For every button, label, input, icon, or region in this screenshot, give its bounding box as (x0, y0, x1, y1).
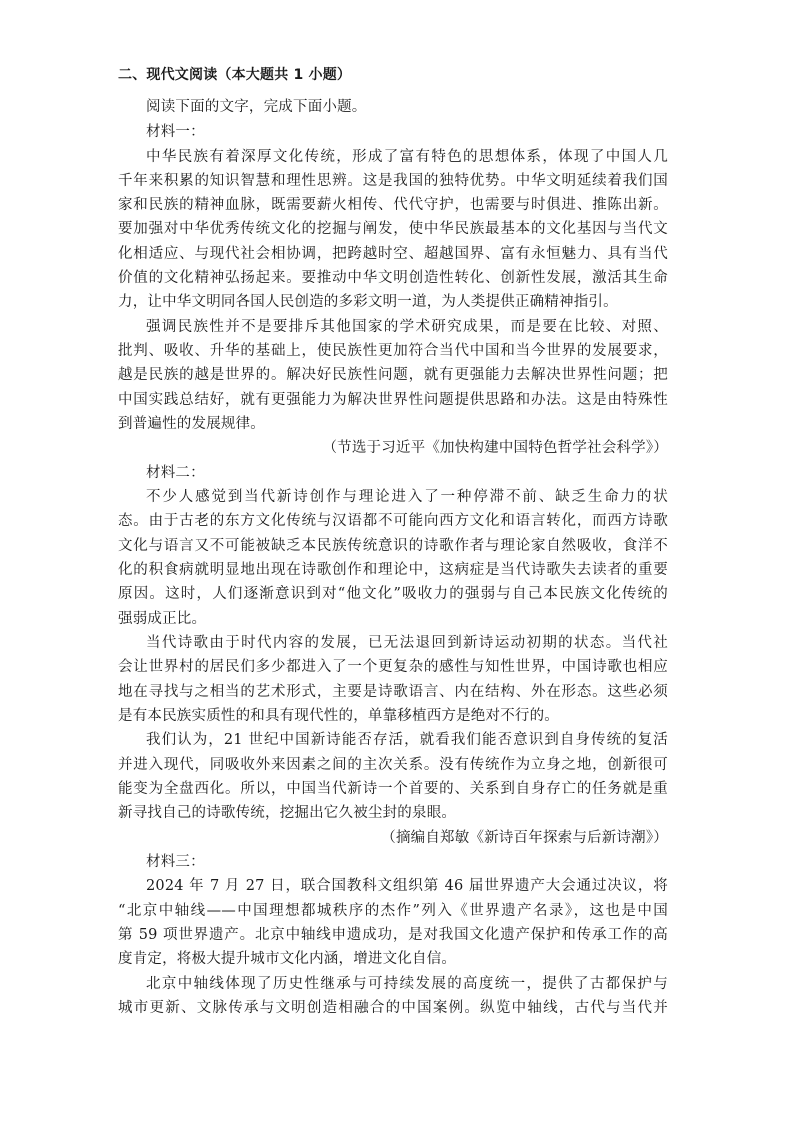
paragraph-line: 文化与语言又不可能被缺乏本民族传统意识的诗歌作者与理论家自然吸收，食洋不 (118, 538, 668, 554)
paragraph-line: 化的积食病就明显地出现在诗歌创作和理论中，这病症是当代诗歌失去读者的重要 (118, 562, 668, 578)
paragraph-line: 越是民族的越是世界的。解决好民族性问题，就有更强能力去解决世界性问题；把 (118, 367, 668, 383)
paragraph-line: 能变为全盘西化。所以，中国当代新诗一个首要的、关系到自身存亡的任务就是重 (118, 781, 668, 797)
paragraph-line: 中华民族有着深厚文化传统，形成了富有特色的思想体系，体现了中国人几 (146, 149, 668, 165)
paragraph-line: 到普遍性的发展规律。 (118, 416, 265, 432)
paragraph-line: 度肯定，将极大提升城市文化内涵，增进文化自信。 (118, 951, 457, 967)
instruction-text: 阅读下面的文字，完成下面小题。 (146, 99, 367, 115)
paragraph-line: 我们认为，21 世纪中国新诗能否存活，就看我们能否意识到自身传统的复活 (146, 732, 668, 748)
paragraph-line: 中国实践总结好，就有更强能力为解决世界性问题提供思路和办法。这是由特殊性 (118, 392, 668, 408)
paragraph-line: 北京中轴线体现了历史性继承与可持续发展的高度统一，提供了古都保护与 (146, 976, 668, 992)
paragraph-line: 强弱成正比。 (118, 611, 207, 627)
paragraph-line: 当代诗歌由于时代内容的发展，已无法退回到新诗运动初期的状态。当代社 (146, 635, 668, 651)
material2-label: 材料二： (146, 465, 205, 481)
material1-label: 材料一： (146, 124, 205, 140)
paragraph-line: 是有本民族实质性的和具有现代性的，单靠移植西方是绝对不行的。 (118, 708, 559, 724)
paragraph-line: 态。由于古老的东方文化传统与汉语都不可能向西方文化和语言转化，而西方诗歌 (118, 513, 668, 529)
paragraph-line: 并进入现代，同吸收外来因素之间的主次关系。没有传统作为立身之地，创新很可 (118, 757, 668, 773)
section-heading: 二、现代文阅读（本大题共 1 小题） (118, 67, 352, 83)
paragraph-line: 价值的文化精神弘扬起来。要推动中华文明创造性转化、创新性发展，激活其生命 (118, 270, 668, 286)
paragraph-line: 家和民族的精神血脉，既需要薪火相传、代代守护，也需要与时俱进、推陈出新。 (118, 197, 668, 213)
paragraph-line: 千年来积累的知识智慧和理性思辨。这是我国的独特优势。中华文明延续着我们国 (118, 173, 668, 189)
paragraph-line: 新寻找自己的诗歌传统，挖掘出它久被尘封的泉眼。 (118, 805, 457, 821)
paragraph-line: 力，让中华文明同各国人民创造的多彩文明一道，为人类提供正确精神指引。 (118, 294, 618, 310)
paragraph-line: 要加强对中华优秀传统文化的挖掘与阐发，使中华民族最基本的文化基因与当代文 (118, 221, 668, 237)
paragraph-line: 第 59 项世界遗产。北京中轴线申遗成功，是对我国文化遗产保护和传承工作的高 (118, 927, 668, 943)
paragraph-line: 不少人感觉到当代新诗创作与理论进入了一种停滞不前、缺乏生命力的状 (146, 489, 668, 505)
material3-label: 材料三： (146, 854, 205, 870)
paragraph-line: 原因。这时，人们逐渐意识到对“他文化”吸收力的强弱与自己本民族文化传统的 (118, 586, 668, 602)
paragraph-line: “北京中轴线——中国理想都城秩序的杰作”列入《世界遗产名录》，这也是中国 (118, 903, 668, 919)
paragraph-line: 会让世界村的居民们多少都进入了一个更复杂的感性与知性世界，中国诗歌也相应 (118, 659, 668, 675)
paragraph-line: 地在寻找与之相当的艺术形式，主要是诗歌语言、内在结构、外在形态。这些必须 (118, 684, 668, 700)
paragraph-line: 批判、吸收、升华的基础上，使民族性更加符合当代中国和当今世界的发展要求， (118, 343, 668, 359)
paragraph-line: 城市更新、文脉传承与文明创造相融合的中国案例。纵览中轴线，古代与当代并 (118, 1000, 668, 1016)
material2-source: （摘编自郑敏《新诗百年探索与后新诗潮》） (381, 830, 668, 846)
material1-source: （节选于习近平《加快构建中国特色哲学社会科学》） (322, 440, 668, 456)
paragraph-line: 强调民族性并不是要排斥其他国家的学术研究成果，而是要在比较、对照、 (146, 319, 668, 335)
paragraph-line: 2024 年 7 月 27 日，联合国教科文组织第 46 届世界遗产大会通过决议，将 (146, 878, 668, 894)
paragraph-line: 化相适应、与现代社会相协调，把跨越时空、超越国界、富有永恒魅力、具有当代 (118, 246, 668, 262)
